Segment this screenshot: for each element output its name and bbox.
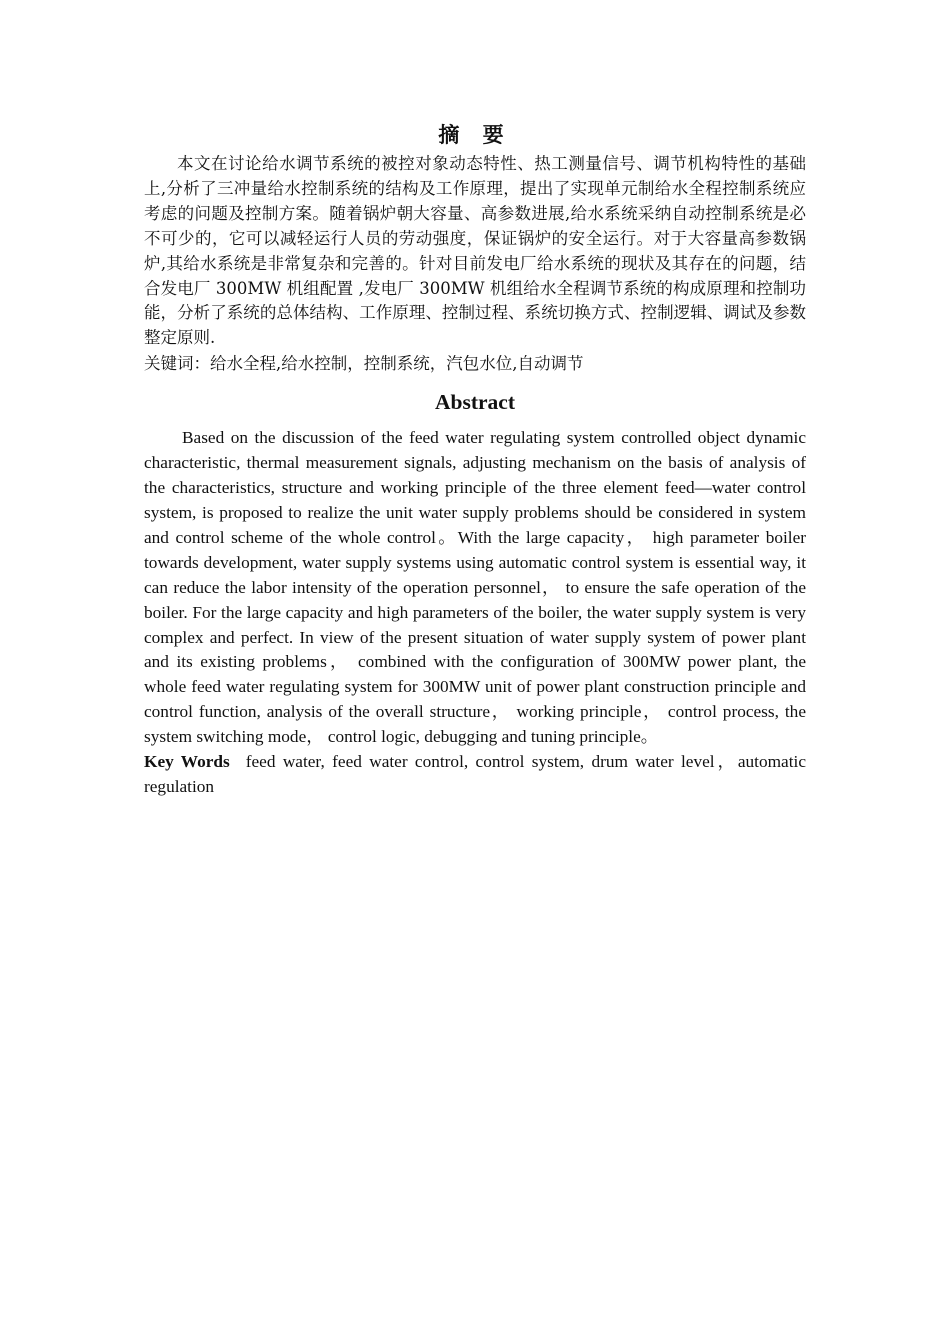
english-abstract-body: Based on the discussion of the feed water regulating system controlled object dynamic characteristic, thermal measurement signals, adjusting mechanism on the basis of analysis of the characteristics, structure and working principle of the three element feed—water control system, is proposed to realize the unit water supply problems should be considered in system and control scheme of the whole control。With the large capacity， high parameter boiler towards development, water supply systems using automatic control system is essential way, it can reduce the labor intensity of the operation personnel， to ensure the safe operation of the boiler. For the large capacity and high parameters of the boiler, the water supply system is very complex and perfect. In view of the present situation of water supply system of power plant and its existing problems， combined with the configuration of 300MW power plant, the whole feed water regulating system for 300MW unit of power plant construction principle and control function, analysis of the overall structure， working principle， control process, the system switching mode， control logic, debugging and tuning principle。 [144,428,806,747]
english-keywords-text: feed water, feed water control, control system, drum water level，automatic regulation [144,752,806,796]
chinese-abstract-body: 本文在讨论给水调节系统的被控对象动态特性、热工测量信号、调节机构特性的基础上,分析了三冲量给水控制系统的结构及工作原理，提出了实现单元制给水全程控制系统应考虑的问题及控制方案。随着锅炉朝大容量、高参数进展,给水系统采纳自动控制系统是必不可少的，它可以减轻运行人员的劳动强度，保证锅炉的安全运行。对于大容量高参数锅炉,其给水系统是非常复杂和完善的。针对目前发电厂给水系统的现状及其存在的问题，结合发电厂 300MW 机组配置 ,发电厂 300MW 机组给水全程调节系统的构成原理和控制功能，分析了系统的总体结构、工作原理、控制过程、系统切换方式、控制逻辑、调试及参数整定原则. [144,154,806,348]
english-abstract-title: Abstract [434,390,515,415]
chinese-keywords: 关键词：给水全程,给水控制，控制系统，汽包水位,自动调节 [144,354,584,374]
english-keywords-label: Key Words [144,752,230,772]
english-keywords [144,750,806,800]
chinese-abstract-title: 摘 要 [438,123,512,147]
document-page [144,120,806,800]
